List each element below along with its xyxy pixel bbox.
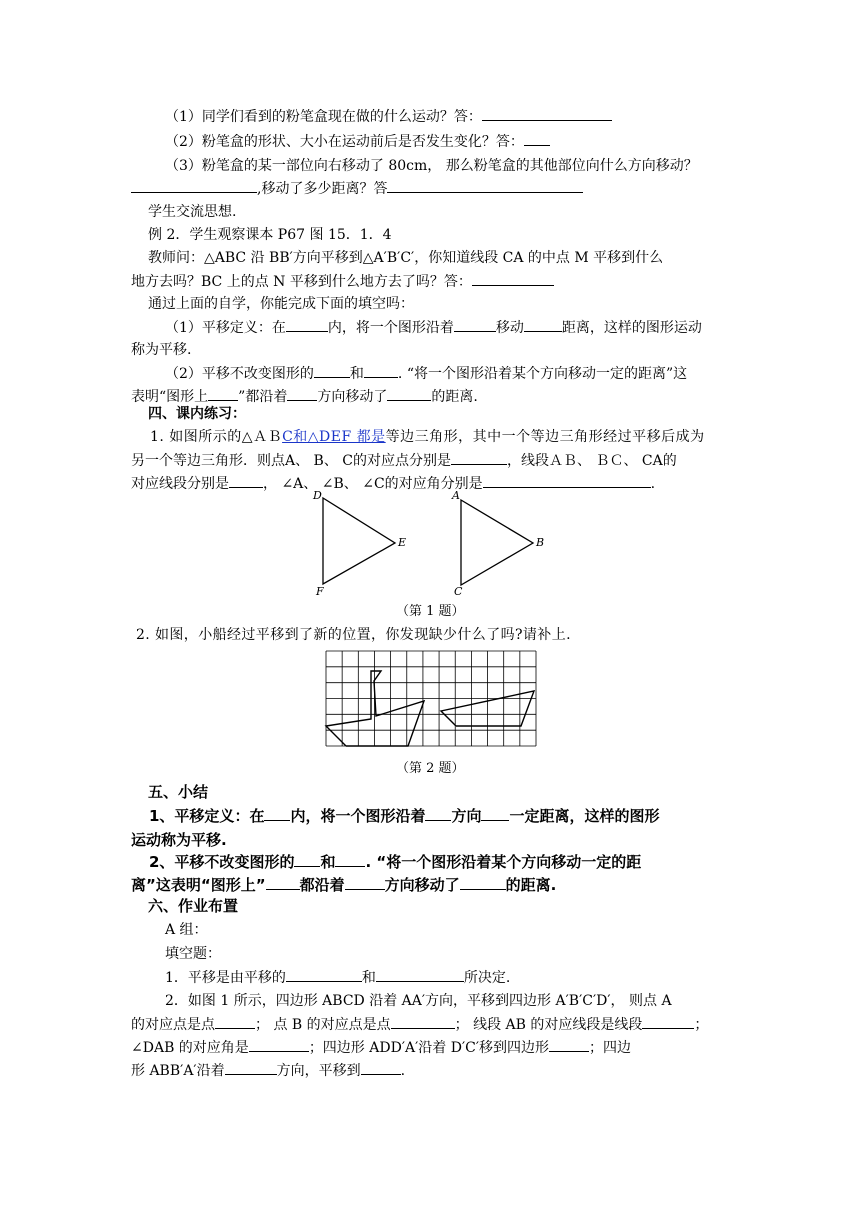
answer-blank[interactable] — [642, 1014, 694, 1029]
boat-original — [326, 671, 424, 746]
answer-blank[interactable] — [364, 363, 398, 378]
label-a: A — [452, 489, 460, 502]
grid — [326, 651, 536, 746]
triangle-abc — [461, 500, 533, 585]
answer-blank[interactable] — [524, 317, 562, 332]
triangles-figure — [0, 488, 860, 608]
answer-blank[interactable] — [264, 806, 290, 821]
summary-1: 1、平移定义：在 内，将一个图形沿着 方向 一定距离，这样的图形 — [149, 807, 660, 825]
question-3: （3）粉笔盒的某一部位向右移动了 80cm， 那么粉笔盒的其他部位向什么方向移动？ — [165, 158, 698, 174]
answer-blank[interactable] — [215, 1014, 255, 1029]
definition-fill-2: （2）平移不改变图形的 和 . “将一个图形沿着某个方向移动一定的距离”这 — [165, 363, 687, 384]
answer-blank[interactable] — [549, 1037, 589, 1052]
question-2: （2）粉笔盒的形状、大小在运动前后是否发生变化？答： — [165, 131, 550, 152]
practice-1-line-3: 对应线段分别是 ， ∠A、 ∠B、 ∠C的对应角分别是 . — [131, 473, 655, 494]
answer-blank[interactable] — [229, 473, 263, 488]
answer-blank[interactable] — [454, 317, 496, 332]
answer-blank[interactable] — [287, 386, 317, 401]
question-1: （1）同学们看到的粉笔盒现在做的什么运动？答： — [165, 106, 612, 127]
boat-grid-figure — [326, 651, 546, 751]
practice-2: 2. 如图，小船经过平移到了新的位置，你发现缺少什么了吗?请补上. — [136, 627, 571, 643]
answer-blank[interactable] — [345, 875, 385, 890]
definition-fill-1: （1）平移定义：在 内，将一个图形沿着 移动 距离，这样的图形运动 — [165, 317, 702, 338]
question-3-cont: ,移动了多少距离？答 — [131, 178, 583, 199]
answer-blank[interactable] — [483, 473, 651, 488]
answer-blank[interactable] — [387, 386, 431, 401]
group-a-label: A 组： — [165, 922, 208, 938]
answer-blank[interactable] — [451, 450, 507, 465]
definition-fill-1-cont: 称为平移. — [131, 342, 192, 358]
example-2: 例 2．学生观察课本 P67 图 15．1．4 — [148, 227, 392, 243]
section-6-heading: 六、作业布置 — [148, 897, 239, 915]
answer-blank[interactable] — [425, 806, 451, 821]
summary-2-cont: 离”这表明“图形上” 都沿着 方向移动了 的距离. — [131, 876, 557, 894]
answer-blank[interactable] — [376, 967, 464, 982]
section-5-heading: 五、小结 — [148, 783, 209, 801]
homework-2-line-4: 形 ABB′A′沿着 方向，平移到 . — [131, 1060, 405, 1081]
answer-blank[interactable] — [249, 1037, 309, 1052]
label-d: D — [313, 489, 322, 502]
answer-blank[interactable] — [225, 1060, 277, 1075]
practice-1-line-2: 另一个等边三角形．则点A、 B、 C的对应点分别是 ，线段ＡＢ、 ＢＣ、 CA的 — [131, 450, 677, 471]
label-b: B — [536, 536, 545, 549]
homework-1: 1．平移是由平移的 和 所决定. — [165, 967, 510, 988]
figure-2-caption: （第 2 题） — [396, 761, 465, 776]
answer-blank[interactable] — [131, 178, 257, 193]
link-text[interactable]: C和△DEF 都是 — [282, 429, 386, 445]
label-e: E — [398, 536, 407, 549]
answer-blank[interactable] — [524, 131, 550, 146]
teacher-question-2: 地方去吗？BC 上的点 N 平移到什么地方去了吗？答： — [131, 271, 554, 292]
answer-blank[interactable] — [314, 363, 350, 378]
answer-blank[interactable] — [460, 875, 506, 890]
answer-blank[interactable] — [294, 852, 320, 867]
homework-2: 2．如图 1 所示，四边形 ABCD 沿着 AA′方向，平移到四边形 A′B′C′D′， 则点 A — [165, 993, 672, 1009]
answer-blank[interactable] — [361, 1060, 401, 1075]
answer-blank[interactable] — [391, 1014, 455, 1029]
summary-1-cont: 运动称为平移. — [131, 831, 227, 849]
answer-blank[interactable] — [286, 967, 362, 982]
teacher-question-1: 教师问：△ABC 沿 BB′方向平移到△A′B′C′，你知道线段 CA 的中点 M 平移到什么 — [148, 250, 664, 266]
definition-fill-2-cont: 表明“图形上 ”都沿着 方向移动了 的距离. — [131, 386, 478, 407]
fill-in-label: 填空题： — [165, 946, 221, 962]
self-study-prompt: 通过上面的自学，你能完成下面的填空吗： — [148, 296, 414, 312]
answer-blank[interactable] — [472, 271, 554, 286]
answer-blank[interactable] — [286, 317, 328, 332]
answer-blank[interactable] — [335, 852, 365, 867]
answer-blank[interactable] — [387, 178, 583, 193]
summary-2: 2、平移不改变图形的 和 . “将一个图形沿着某个方向移动一定的距 — [149, 853, 642, 871]
answer-blank[interactable] — [266, 875, 300, 890]
homework-2-line-2: 的对应点是点 ； 点 B 的对应点是点 ； 线段 AB 的对应线段是线段 ； — [131, 1014, 708, 1035]
label-f: F — [316, 585, 324, 598]
label-c: C — [454, 585, 463, 598]
homework-2-line-3: ∠DAB 的对应角是 ；四边形 ADD′A′沿着 D′C′移到四边形 ；四边 — [131, 1037, 631, 1058]
triangle-def — [323, 498, 395, 584]
section-4-heading: 四、课内练习： — [148, 406, 246, 422]
answer-blank[interactable] — [208, 386, 238, 401]
figure-1-caption: （第 1 题） — [396, 604, 465, 619]
answer-blank[interactable] — [481, 806, 509, 821]
answer-blank[interactable] — [482, 106, 612, 121]
practice-1: 1. 如图所示的△ＡＢC和△DEF 都是等边三角形，其中一个等边三角形经过平移后成为 — [150, 429, 705, 445]
students-exchange: 学生交流思想. — [148, 204, 237, 220]
